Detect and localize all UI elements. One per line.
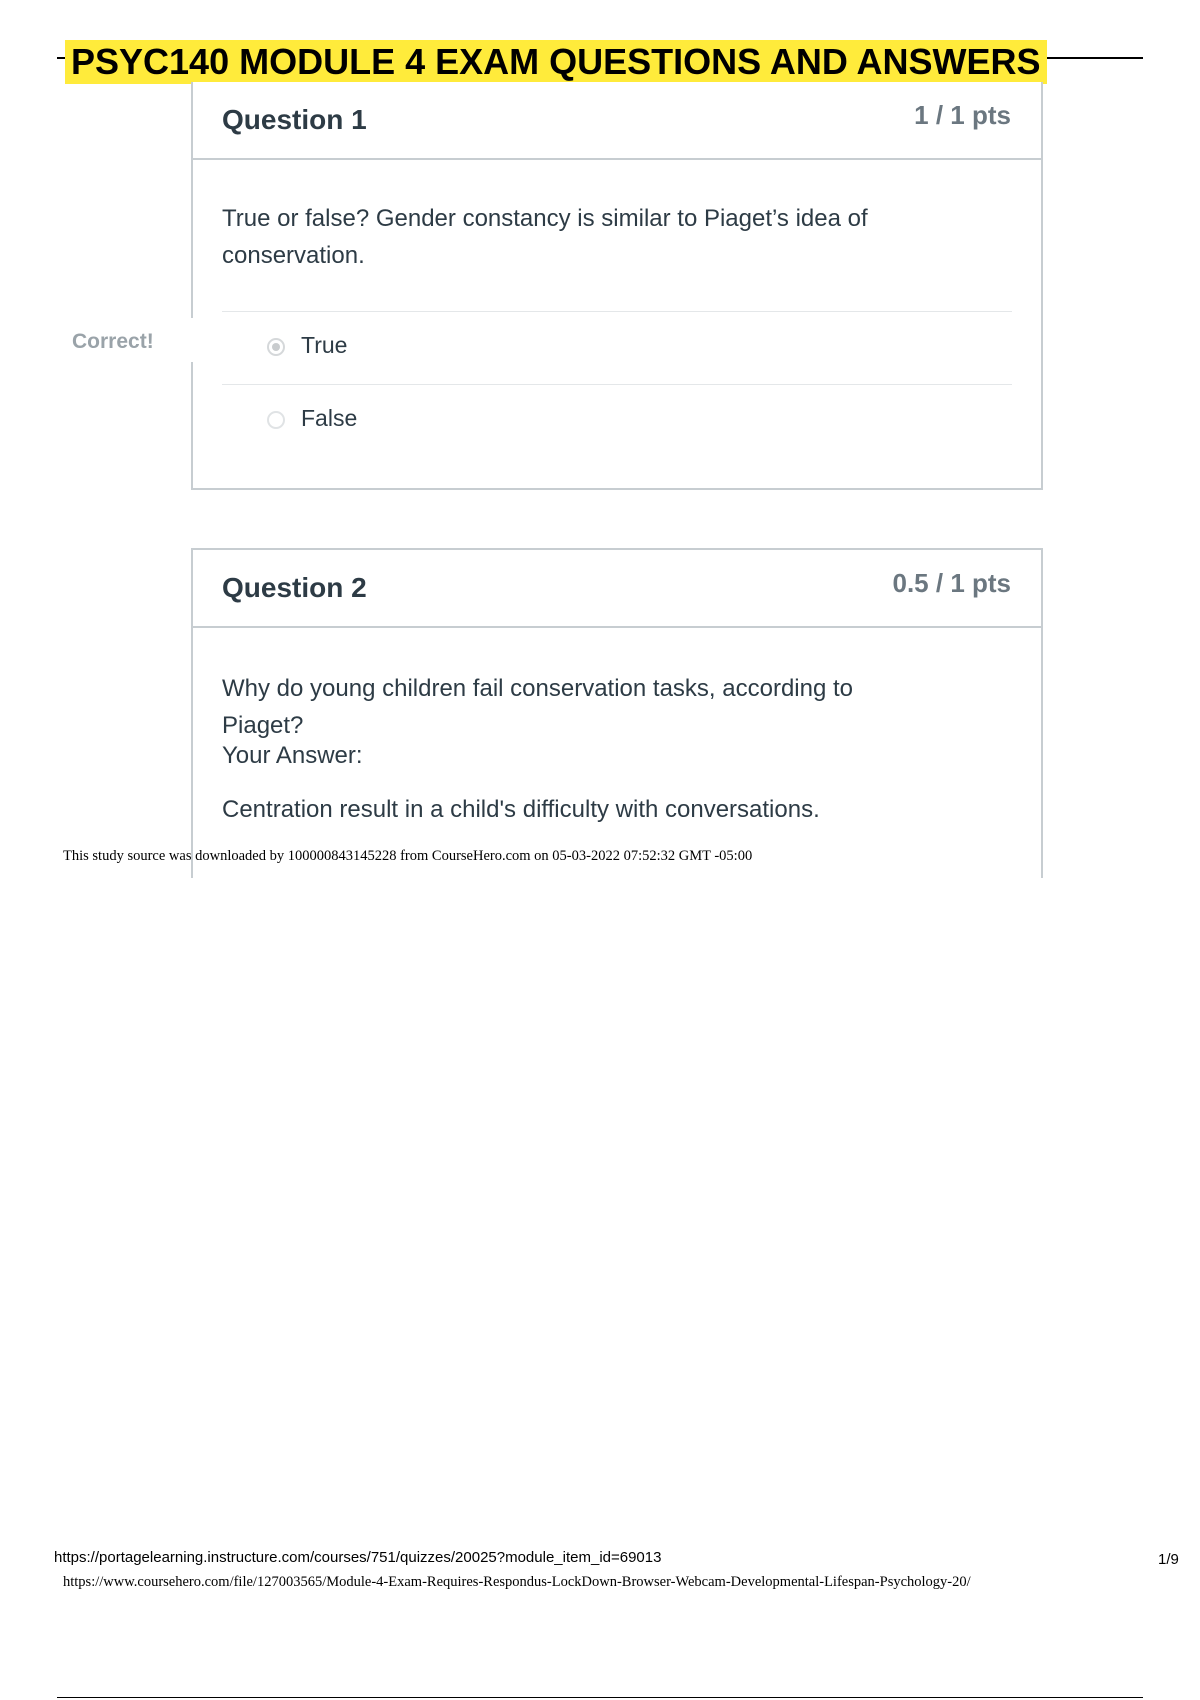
question-points: 1 / 1 pts <box>914 100 1011 130</box>
your-answer-text: Centration result in a child's difficulty with conversations. <box>222 796 820 823</box>
question-points: 0.5 / 1 pts <box>892 568 1011 598</box>
answer-option-false[interactable] <box>222 385 1012 457</box>
question-text: True or false? Gender constancy is similar to Piaget’s idea of conservation. <box>222 205 868 269</box>
radio-unselected-icon[interactable] <box>267 411 285 429</box>
question-card-1 <box>191 82 1043 490</box>
answer-option-true[interactable] <box>222 312 1012 384</box>
correct-flag: Correct! <box>72 328 154 356</box>
question-text: Why do young children fail conservation tasks, according to Piaget? <box>222 675 853 739</box>
question-title: Question 1 <box>222 104 367 135</box>
question-header <box>193 550 1041 628</box>
question-title: Question 2 <box>222 572 367 603</box>
document-title: PSYC140 MODULE 4 EXAM QUESTIONS AND ANSWERS <box>65 40 1047 84</box>
radio-selected-icon[interactable] <box>267 338 285 356</box>
answer-label: False <box>301 405 358 431</box>
page-number: 1/9 <box>1158 1551 1179 1568</box>
download-watermark: This study source was downloaded by 100000843145228 from CourseHero.com on 05-03-2022 07:52:32 GMT -05:00 <box>63 848 753 864</box>
bottom-rule <box>57 1697 1143 1698</box>
footer-url-link[interactable]: https://portagelearning.instructure.com/courses/751/quizzes/20025?module_item_id=69013 <box>54 1549 662 1566</box>
question-header <box>193 82 1041 160</box>
question-card-2 <box>191 548 1043 878</box>
your-answer-label: Your Answer: <box>222 742 363 769</box>
answer-label: True <box>301 332 348 358</box>
flag-gap <box>186 318 196 362</box>
source-url-link[interactable]: https://www.coursehero.com/file/127003565/Module-4-Exam-Requires-Respondus-LockDown-Browser-Webcam-Developmental-Lifespan-Psychology-20/ <box>63 1574 971 1590</box>
